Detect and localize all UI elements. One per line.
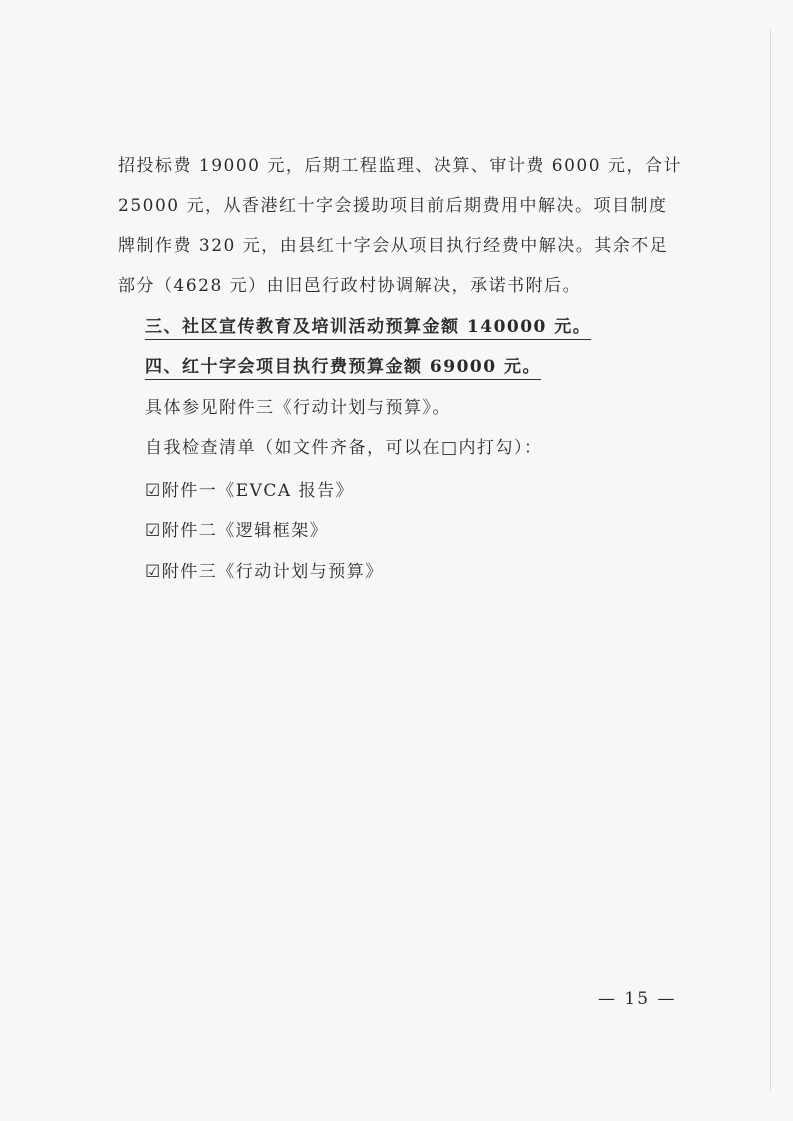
budget-paragraph: 招投标费 19000 元，后期工程监理、决算、审计费 6000 元，合计 25000 元，从香港红十字会援助项目前后期费用中解决。项目制度牌制作费 320 元，由县红十字会从项目执行经费中解决。其余不足部分（4628 元）由旧邑行政村协调解决，承诺书附后。 xyxy=(118,156,682,296)
budget-item-4-text: 四、红十字会项目执行费预算金额 69000 元。 xyxy=(145,357,541,380)
budget-item-4 xyxy=(145,356,541,378)
checklist-item-2: ☑附件二《逻辑框架》 xyxy=(145,521,329,541)
budget-item-3-text: 三、社区宣传教育及培训活动预算金额 140000 元。 xyxy=(145,317,591,340)
checklist-item-3: ☑附件三《行动计划与预算》 xyxy=(145,562,384,582)
page-number: — 15 — xyxy=(598,989,677,1009)
checklist-title: 自我检查清单（如文件齐备，可以在□内打勾）： xyxy=(145,438,543,458)
reference-line: 具体参见附件三《行动计划与预算》。 xyxy=(145,398,451,418)
budget-item-3 xyxy=(145,316,591,338)
page-edge-divider xyxy=(770,30,771,1090)
checklist-item-1: ☑附件一《EVCA 报告》 xyxy=(145,481,355,501)
